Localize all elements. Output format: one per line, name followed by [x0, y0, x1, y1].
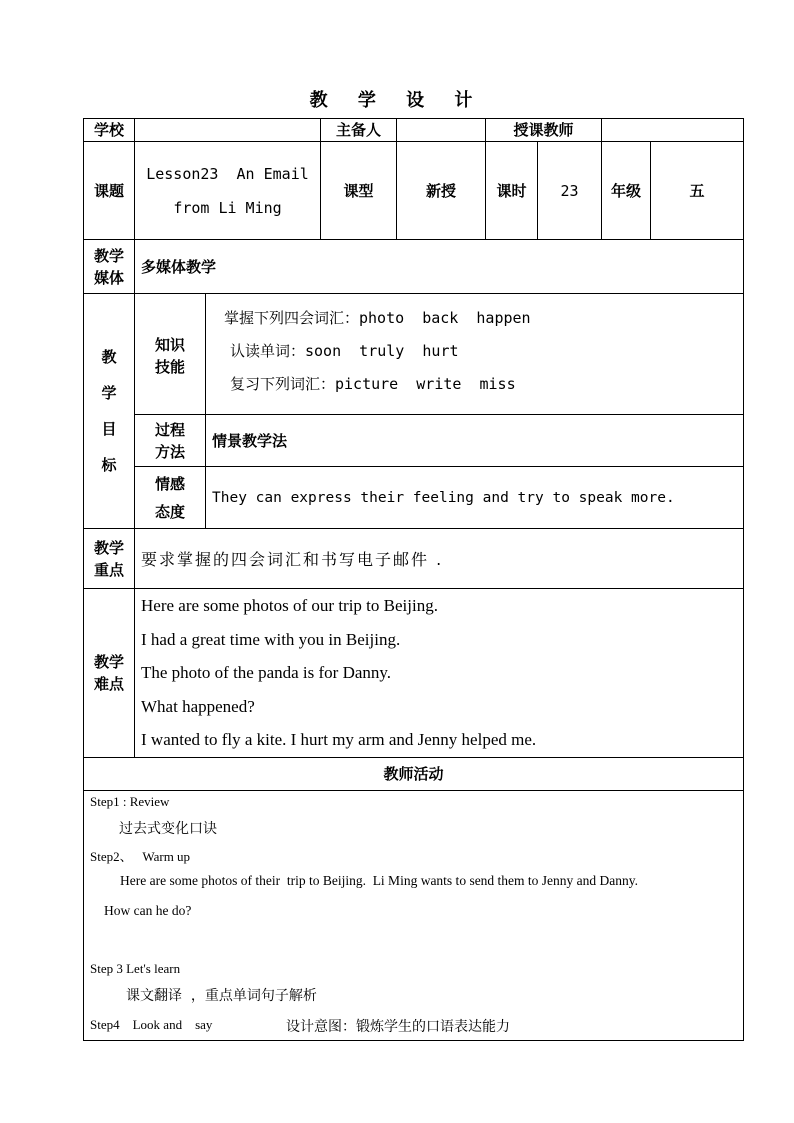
teacher-activity-header: 教师活动: [84, 757, 744, 790]
teacher-label: 授课教师: [486, 119, 602, 142]
type-label: 课型: [321, 142, 397, 240]
step4-title: Step4 Look and say: [90, 1016, 213, 1032]
knowledge-line-2: 认读单词：soon truly hurt: [230, 342, 459, 360]
preparer-label: 主备人: [321, 119, 397, 142]
step2-text-line1: Here are some photos of their trip to Beijing. Li Ming wants to send them to Jenny and Danny.: [120, 872, 639, 888]
step4-note: 设计意图：锻炼学生的口语表达能力: [286, 1018, 510, 1035]
type-value: 新授: [397, 142, 486, 240]
step1-title: Step1 : Review: [90, 793, 170, 809]
difficulty-line: What happened?: [141, 696, 255, 716]
header-row: [84, 119, 744, 142]
grade-value: 五: [651, 142, 744, 240]
step3-title: Step 3 Let's learn: [90, 960, 181, 976]
difficulty-line: Here are some photos of our trip to Beijing.: [141, 596, 438, 615]
step1-text: 过去式变化口诀: [119, 820, 217, 837]
topic-line-2: from Li Ming: [173, 198, 282, 217]
difficulties-row: [84, 589, 744, 758]
key-points-value: 要求掌握的四会词汇和书写电子邮件 .: [135, 529, 744, 589]
teacher-activity-header-row: [84, 757, 744, 790]
difficulty-line: I wanted to fly a kite. I hurt my arm and Jenny helped me.: [141, 730, 537, 749]
knowledge-value: [206, 294, 744, 415]
difficulty-line: I had a great time with you in Beijing.: [141, 629, 401, 649]
media-label: 教学 媒体: [84, 240, 135, 294]
knowledge-line-3: 复习下列词汇：picture write miss: [230, 375, 516, 393]
teacher-activity-content: [84, 790, 744, 1040]
school-value: [135, 119, 321, 142]
knowledge-line-1: 掌握下列四会词汇：photo back happen: [224, 309, 531, 327]
emotion-value: They can express their feeling and try to speak more.: [206, 467, 744, 529]
goals-emotion-row: [84, 467, 744, 529]
preparer-value: [397, 119, 486, 142]
key-points-row: [84, 529, 744, 589]
difficulties-label: 教学 难点: [84, 589, 135, 758]
goals-label: 教 学 目 标: [84, 294, 135, 529]
topic-value: [135, 142, 321, 240]
school-label: 学校: [84, 119, 135, 142]
lesson-plan-table: [83, 118, 744, 1041]
teacher-value: [602, 119, 744, 142]
grade-label: 年级: [602, 142, 651, 240]
step2-title: Step2、 Warm up: [90, 848, 191, 864]
goals-knowledge-row: [84, 294, 744, 415]
period-value: 23: [538, 142, 602, 240]
difficulties-value: [135, 589, 744, 758]
step2-text-line2: How can he do?: [104, 902, 192, 918]
key-points-label: 教学 重点: [84, 529, 135, 589]
step3-text: 课文翻译 ，重点单词句子解析: [126, 987, 317, 1004]
difficulty-line: The photo of the panda is for Danny.: [141, 663, 392, 682]
topic-line-1: Lesson23 An Email: [146, 164, 309, 183]
process-value: 情景教学法: [206, 415, 744, 467]
media-value: 多媒体教学: [135, 240, 744, 294]
goals-process-row: [84, 415, 744, 467]
page-title: 教 学 设 计: [309, 90, 485, 111]
media-row: [84, 240, 744, 294]
period-label: 课时: [486, 142, 538, 240]
topic-label: 课题: [84, 142, 135, 240]
teacher-activity-row: [84, 790, 744, 1040]
emotion-label: 情感 态度: [135, 467, 206, 529]
knowledge-label: 知识 技能: [135, 294, 206, 415]
process-label: 过程 方法: [135, 415, 206, 467]
topic-row: [84, 142, 744, 240]
